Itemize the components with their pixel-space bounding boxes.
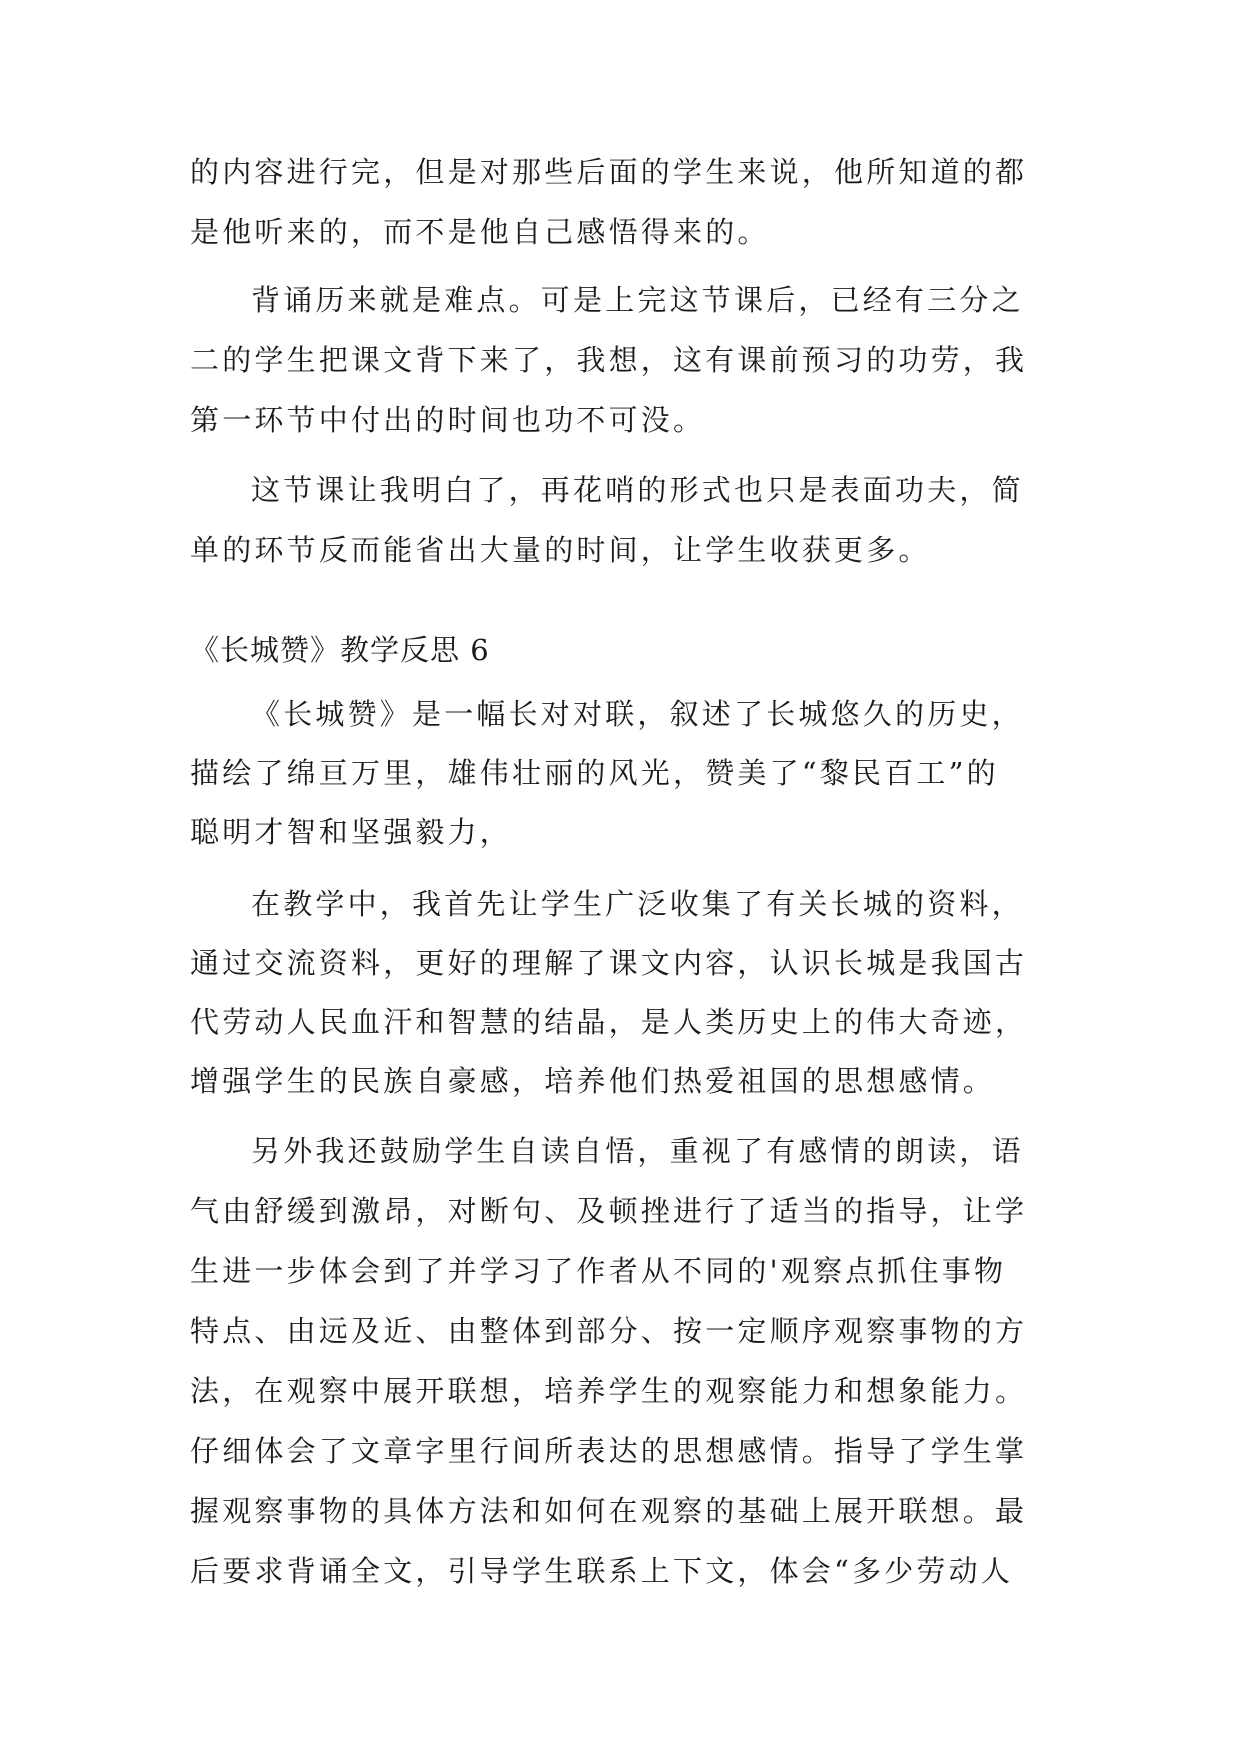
- paragraph-line: 另外我还鼓励学生自读自悟，重视了有感情的朗读，语: [251, 1134, 1024, 1168]
- paragraph-line: 是他听来的，而不是他自己感悟得来的。: [190, 215, 770, 249]
- paragraph-line: 背诵历来就是难点。可是上完这节课后，已经有三分之: [251, 283, 1024, 317]
- paragraph-line: 《长城赞》是一幅长对对联，叙述了长城悠久的历史，: [251, 697, 1024, 731]
- paragraph-line: 这节课让我明白了，再花哨的形式也只是表面功夫，简: [251, 473, 1024, 507]
- paragraph-line: 在教学中，我首先让学生广泛收集了有关长城的资料，: [251, 887, 1024, 921]
- paragraph-line: 仔细体会了文章字里行间所表达的思想感情。指导了学生掌: [190, 1434, 1028, 1468]
- paragraph-line: 第一环节中付出的时间也功不可没。: [190, 403, 706, 437]
- section-title: 《长城赞》教学反思 6: [190, 633, 490, 667]
- paragraph-line: 生进一步体会到了并学习了作者从不同的'观察点抓住事物: [190, 1254, 1007, 1288]
- paragraph-line: 聪明才智和坚强毅力，: [190, 815, 513, 849]
- paragraph-line: 特点、由远及近、由整体到部分、按一定顺序观察事物的方: [190, 1314, 1028, 1348]
- paragraph-line: 法，在观察中展开联想，培养学生的观察能力和想象能力。: [190, 1374, 1028, 1408]
- paragraph-line: 代劳动人民血汗和智慧的结晶，是人类历史上的伟大奇迹，: [190, 1005, 1028, 1039]
- paragraph-line: 二的学生把课文背下来了，我想，这有课前预习的功劳，我: [190, 343, 1028, 377]
- paragraph-line: 气由舒缓到激昂，对断句、及顿挫进行了适当的指导，让学: [190, 1194, 1028, 1228]
- paragraph-line: 的内容进行完，但是对那些后面的学生来说，他所知道的都: [190, 155, 1028, 189]
- paragraph-line: 描绘了绵亘万里，雄伟壮丽的风光，赞美了“黎民百工”的: [190, 756, 999, 790]
- paragraph-line: 单的环节反而能省出大量的时间，让学生收获更多。: [190, 533, 931, 567]
- paragraph-line: 后要求背诵全文，引导学生联系上下文，体会“多少劳动人: [190, 1554, 1014, 1588]
- paragraph-line: 通过交流资料，更好的理解了课文内容，认识长城是我国古: [190, 946, 1028, 980]
- paragraph-line: 增强学生的民族自豪感，培养他们热爱祖国的思想感情。: [190, 1064, 996, 1098]
- paragraph-line: 握观察事物的具体方法和如何在观察的基础上展开联想。最: [190, 1494, 1028, 1528]
